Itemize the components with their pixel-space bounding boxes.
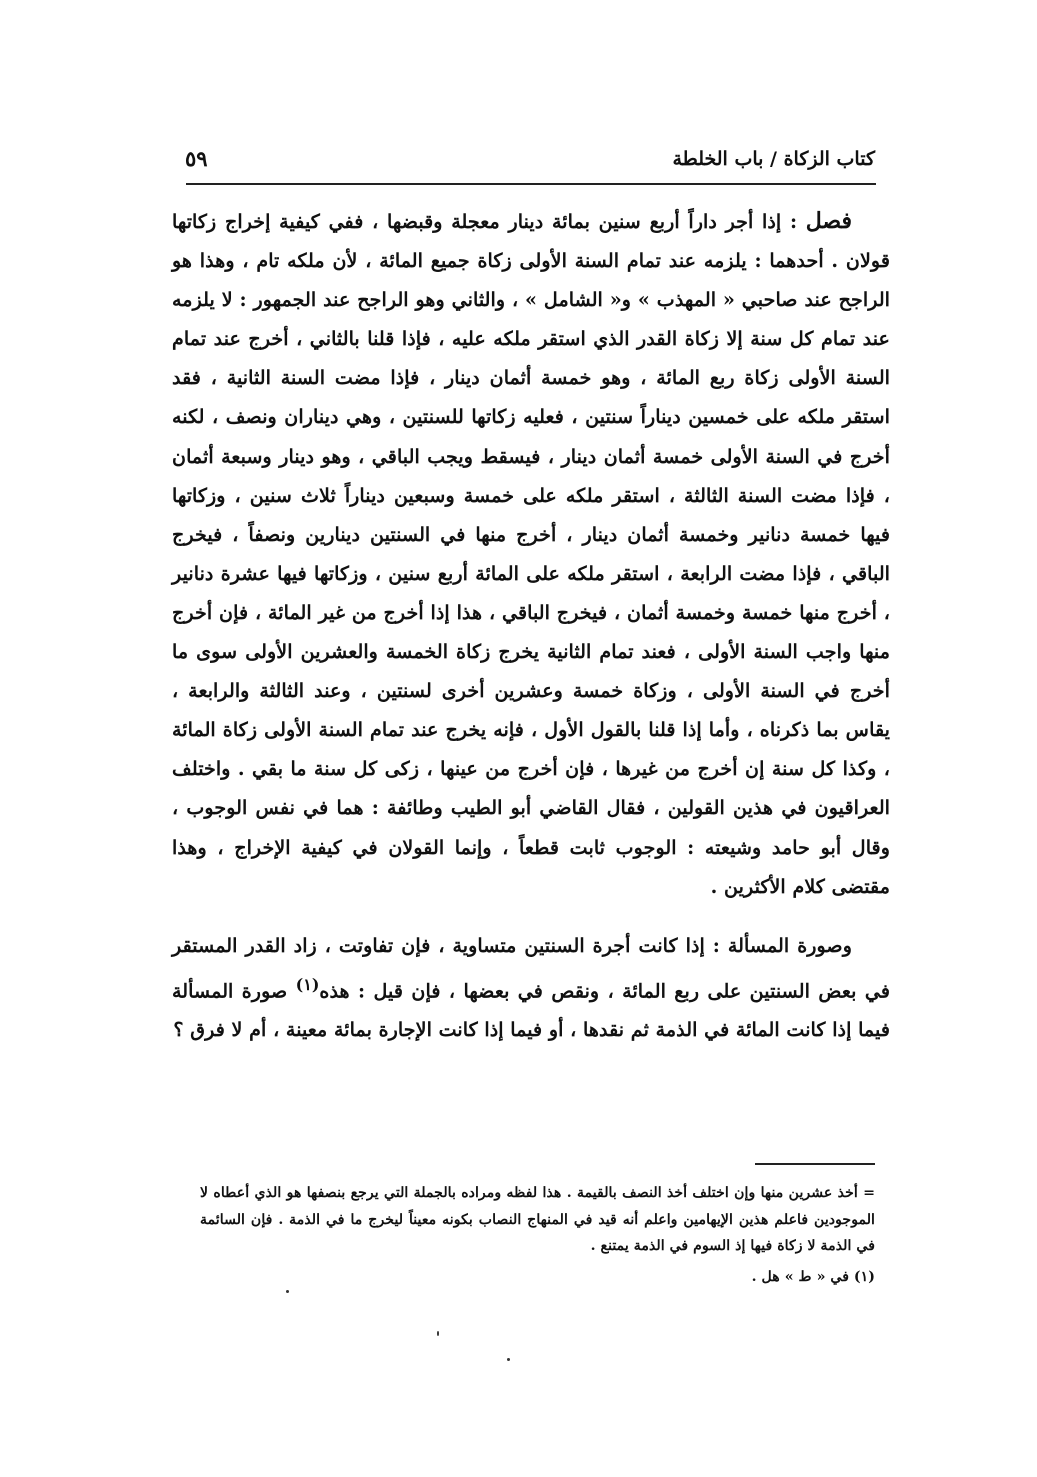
main-text: [172, 202, 890, 1049]
scan-speck: [507, 1358, 510, 1361]
running-header: [185, 140, 875, 180]
paragraph-fasl-text: : إذا أجر داراً أربع سنين بمائة دينار معجلة وقبضها ، ففي كيفية إخراج زكاتها قولان . أحدهما : يلزمه عند تمام السنة الأولى زكاة جميع المائة ، لأن ملكه تام ، وهذا هو الراجح عند صاحبي « المهذب » و« الشامل » ، والثاني وهو الراجح عند الجمهور : لا يلزمه عند تمام كل سنة إلا زكاة القدر الذي استقر ملكه عليه ، فإذا قلنا بالثاني ، أخرج عند تمام السنة الأولى زكاة ربع المائة ، وهو خمسة أثمان دينار ، فإذا مضت السنة الثانية ، فقد استقر ملكه على خمسين ديناراً سنتين ، فعليه زكاتها للسنتين ، وهي ديناران ونصف ، لكنه أخرج في السنة الأولى خمسة أثمان دينار ، فيسقط ويجب الباقي ، وهو دينار وسبعة أثمان ، فإذا مضت السنة الثالثة ، استقر ملكه على خمسة وسبعين ديناراً ثلاث سنين ، وزكاتها فيها خمسة دنانير وخمسة أثمان دينار ، أخرج منها في السنتين دينارين ونصفاً ، فيخرج الباقي ، فإذا مضت الرابعة ، استقر ملكه على المائة أربع سنين ، وزكاتها فيها عشرة دنانير ، أخرج منها خمسة وخمسة أثمان ، فيخرج الباقي ، هذا إذا أخرج من غير المائة ، فإن أخرج منها واجب السنة الأولى ، فعند تمام الثانية يخرج زكاة الخمسة والعشرين الأولى سوى ما أخرج في السنة الأولى ، وزكاة خمسة وعشرين أخرى لسنتين ، وعند الثالثة والرابعة ، يقاس بما ذكرناه ، وأما إذا قلنا بالقول الأول ، فإنه يخرج عند تمام السنة الأولى زكاة المائة ، وكذا كل سنة إن أخرج من غيرها ، فإن أخرج من عينها ، زكى كل سنة ما بقي . واختلف العراقيون في هذين القولين ، فقال القاضي أبو الطيب وطائفة : هما في نفس الوجوب ، وقال أبو حامد وشيعته : الوجوب ثابت قطعاً ، وإنما القولان في كيفية الإخراج ، وهذا مقتضى كلام الأكثرين .: [172, 210, 890, 898]
chapter-title: كتاب الزكاة / باب الخلطة: [672, 148, 875, 170]
paragraph-masala: [172, 926, 890, 1050]
footnote-reference-1: (١): [295, 974, 320, 994]
scan-speck: [437, 1331, 439, 1336]
paragraph-masala-text-b: صورة المسألة فيما إذا كانت المائة في الذمة ثم نقدها ، أو فيما إذا كانت الإجارة بمائة معينة ، أم لا فرق ؟: [172, 979, 890, 1042]
footnote-1: (١) في « ط » هل .: [751, 1268, 875, 1285]
footnote-divider: [755, 1163, 875, 1165]
page-number: ٥٩: [185, 146, 208, 171]
scan-speck: [286, 1290, 289, 1293]
section-heading-word: فصل: [805, 208, 852, 234]
footnotes: [200, 1180, 875, 1290]
paragraph-masala-text-a: وصورة المسألة : إذا كانت أجرة السنتين متساوية ، فإن تفاوتت ، زاد القدر المستقر في بعض السنتين على ربع المائة ، ونقص في بعضها ، فإن قيل : هذه: [172, 933, 890, 1003]
paragraph-fasl: [172, 202, 890, 906]
footnote-continuation: = أخذ عشرين منها وإن اختلف أخذ النصف بالقيمة . هذا لفظه ومراده بالجملة التي يرجع بنصفها هو الذي أعطاه لا الموجودين فاعلم هذين الإيهامين واعلم أنه قيد في المنهاج النصاب بكونه معيناً ليخرج ما في الذمة . فإن السائمة في الذمة لا زكاة فيها إذ السوم في الذمة يمتنع .: [200, 1185, 875, 1254]
header-divider: [186, 183, 876, 185]
